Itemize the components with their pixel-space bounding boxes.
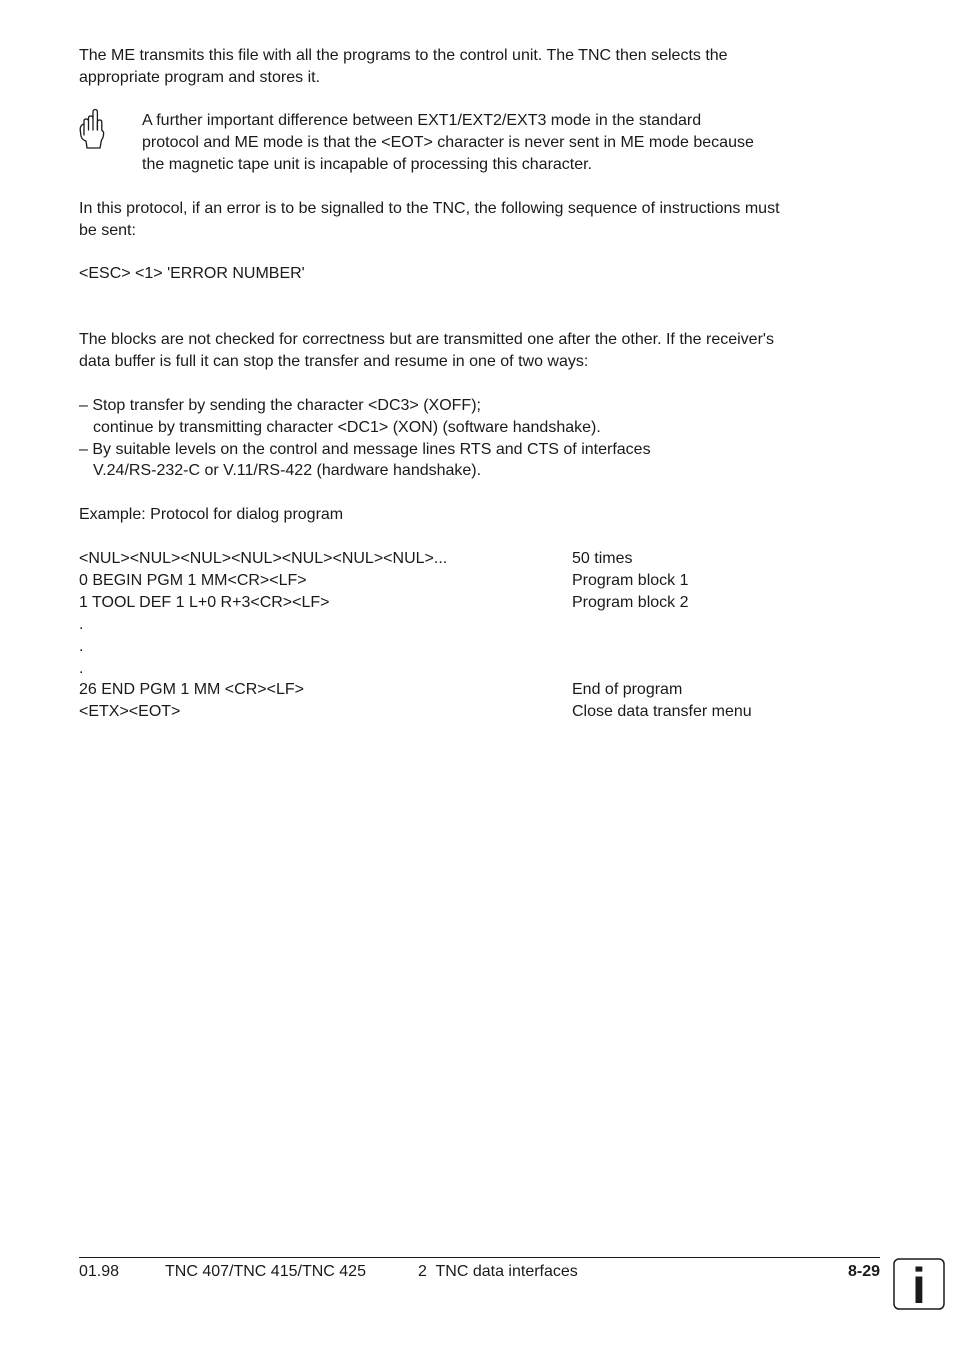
example-code-3: 1 TOOL DEF 1 L+0 R+3<CR><LF> — [79, 594, 330, 611]
note-line-1: A further important difference between EXT1/EXT2/EXT3 mode in the standard — [142, 112, 702, 129]
footer-model: TNC 407/TNC 415/TNC 425 — [165, 1263, 366, 1280]
example-heading: Example: Protocol for dialog program — [79, 506, 344, 523]
example-desc-8: Close data transfer menu — [572, 703, 752, 720]
error-sequence: <ESC> <1> 'ERROR NUMBER' — [79, 265, 305, 282]
note-line-3: the magnetic tape unit is incapable of processing this character. — [142, 156, 593, 173]
intro-line-1: The ME transmits this file with all the programs to the control unit. The TNC then selects the — [79, 47, 728, 64]
example-desc-2: Program block 1 — [572, 572, 689, 589]
pointing-hand-icon — [77, 108, 109, 152]
way-1-line-1: – Stop transfer by sending the character <DC3> (XOFF); — [79, 397, 481, 414]
error-intro-line-1: In this protocol, if an error is to be signalled to the TNC, the following sequence of instructions must — [79, 200, 780, 217]
way-2-line-2: V.24/RS-232-C or V.11/RS-422 (hardware handshake). — [93, 462, 482, 479]
error-intro-line-2: be sent: — [79, 222, 136, 239]
example-desc-1: 50 times — [572, 550, 633, 567]
info-glyph: i — [912, 1258, 926, 1310]
way-1-line-2: continue by transmitting character <DC1> (XON) (software handshake). — [93, 419, 601, 436]
example-desc-3: Program block 2 — [572, 594, 689, 611]
page-number: 8-29 — [847, 1263, 880, 1280]
example-code-6: . — [79, 660, 84, 677]
blocks-intro-line-1: The blocks are not checked for correctness but are transmitted one after the other. If the receiver's — [79, 331, 774, 348]
footer-rule — [79, 1257, 880, 1258]
footer-date: 01.98 — [79, 1263, 120, 1280]
way-2-line-1: – By suitable levels on the control and message lines RTS and CTS of interfaces — [79, 441, 651, 458]
intro-line-2: appropriate program and stores it. — [79, 69, 321, 86]
example-code-7: 26 END PGM 1 MM <CR><LF> — [79, 681, 304, 698]
blocks-intro-line-2: data buffer is full it can stop the transfer and resume in one of two ways: — [79, 353, 589, 370]
example-desc-7: End of program — [572, 681, 683, 698]
example-code-5: . — [79, 638, 84, 655]
note-line-2: protocol and ME mode is that the <EOT> character is never sent in ME mode because — [142, 134, 754, 151]
example-code-8: <ETX><EOT> — [79, 703, 181, 720]
example-code-1: <NUL><NUL><NUL><NUL><NUL><NUL><NUL>... — [79, 550, 448, 567]
example-code-2: 0 BEGIN PGM 1 MM<CR><LF> — [79, 572, 307, 589]
example-code-4: . — [79, 616, 84, 633]
info-icon — [893, 1258, 945, 1310]
footer-chapter: 2 TNC data interfaces — [418, 1263, 578, 1280]
